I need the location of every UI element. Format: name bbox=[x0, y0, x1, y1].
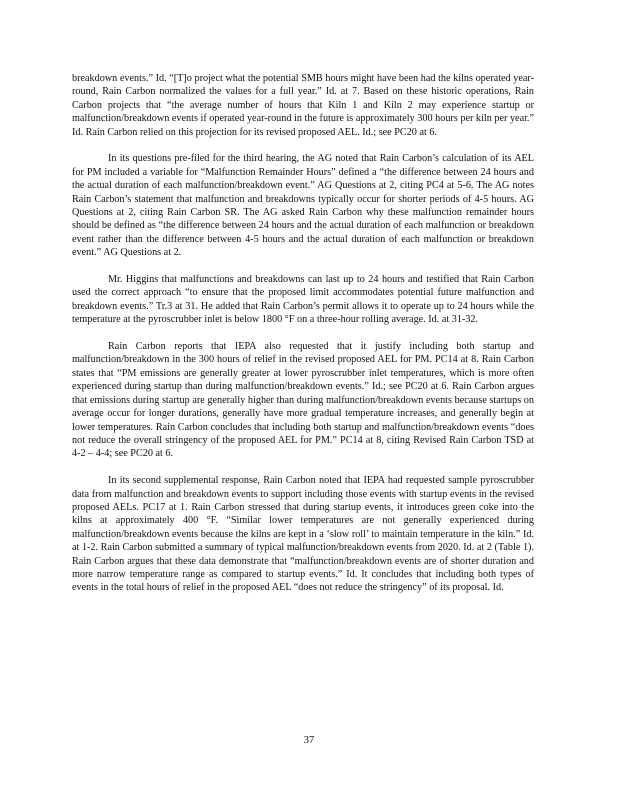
body-text bbox=[72, 72, 534, 608]
page-number: 37 bbox=[303, 735, 315, 746]
paragraph-3: Mr. Higgins that malfunctions and breakdowns can last up to 24 hours and testified that Rain Carbon used the correct approach “to ensure that the proposed limit accommodates potential future malfunction and breakdown events.” Tr.3 at 31. He added that Rain Carbon’s permit allows it to operate up to 24 hours while the temperature at the pyroscrubber inlet is below 1800 °F on a three-hour rolling average. Id. at 31-32. bbox=[72, 274, 534, 326]
paragraph-4: Rain Carbon reports that IEPA also requested that it justify including both startup and malfunction/breakdown in the 300 hours of relief in the revised proposed AEL for PM. PC14 at 8. Rain Carbon states that “PM emissions are generally greater at lower pyroscrubber inlet temperatures, which is more often experienced during startup than during malfunction/breakdown events.” Id.; see PC20 at 6. Rain Carbon argues that emissions during startup are generally higher than during malfunction/breakdown events because startups on average occur for longer durations, generally have more gradual temperature increases, and generally begin at lower temperatures. Rain Carbon concludes that including both startup and malfunction/breakdown events “does not reduce the overall stringency of the proposed AEL for PM.” PC14 at 8, citing Revised Rain Carbon TSD at 4-2 – 4-4; see PC20 at 6. bbox=[72, 341, 534, 460]
paragraph-1: breakdown events.” Id. “[T]o project what the potential SMB hours might have been had the kilns operated year-round, Rain Carbon normalized the values for a full year.” Id. at 7. Based on these historic operations, Rain Carbon projects that “the average number of hours that Kiln 1 and Kiln 2 may experience startup or malfunction/breakdown events if operated year-round in the future is approximately 300 hours per kiln per year.” Id. Rain Carbon relied on this projection for its revised proposed AEL. Id.; see PC20 at 6. bbox=[72, 73, 534, 138]
paragraph-5: In its second supplemental response, Rain Carbon noted that IEPA had requested sample pyroscrubber data from malfunction and breakdown events to support including those events with startup events in the revised proposed AELs. PC17 at 1. Rain Carbon stressed that during startup events, it introduces green coke into the kilns at approximately 400 °F. “Similar lower temperatures are not generally experienced during malfunction/breakdown events because the kilns are kept in a ‘slow roll’ to maintain temperature in the kiln.” Id. at 1-2. Rain Carbon submitted a summary of typical malfunction/breakdown events from 2020. Id. at 2 (Table 1). Rain Carbon argues that these data demonstrate that “malfunction/breakdown events are of shorter duration and more narrow temperature range as compared to startup events.” Id. It concludes that including both types of events in the total hours of relief in the proposed AEL “does not reduce the stringency” of its proposal. Id. bbox=[72, 475, 534, 594]
paragraph-2: In its questions pre-filed for the third hearing, the AG noted that Rain Carbon’s calculation of its AEL for PM included a variable for “Malfunction Remainder Hours” defined a “the difference between 24 hours and the actual duration of each malfunction/breakdown event.” AG Questions at 2, citing PC4 at 5-6. The AG notes Rain Carbon’s statement that malfunction and breakdowns typically occur for shorter periods of 4-5 hours. AG Questions at 2, citing Rain Carbon SR. The AG asked Rain Carbon why these malfunction remainder hours should be defined as “the difference between 24 hours and the actual duration of each malfunction or breakdown event rather than the difference between 4-5 hours and the actual duration of each malfunction or breakdown event.” AG Questions at 2. bbox=[72, 153, 534, 259]
